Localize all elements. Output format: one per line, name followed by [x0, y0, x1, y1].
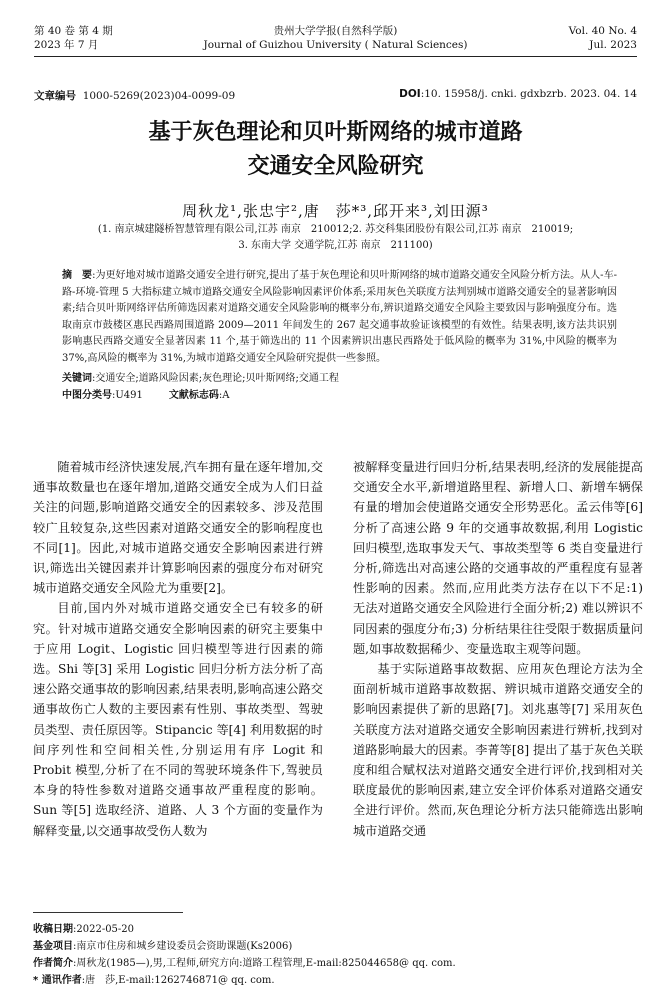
paragraph: 被解释变量进行回归分析,结果表明,经济的发展能提高交通安全水平,新增道路里程、新增人口、新增车辆保有量的增加会使道路交通安全形势恶化。孟云伟等[6] 分析了高速公路 9 年的交通事故数据,利用 Logistic 回归模型,选取事发天气、事故类型等 6 类自变量进行分析,筛选出对高速公路的交通事故的严重程度有显著性影响的因素。然而,应用此类方法存在以下不足:1) 无法对道路交通安全风险进行全面分析;2) 难以辨识不同因素的强度分布;3) 分析结果往往受限于数据质量问题,如事故数据稀少、变量选取主观等问题。 — [353, 460, 643, 656]
paragraph: 目前,国内外对城市道路交通安全已有较多的研究。针对城市道路交通安全影响因素的研究主要集中于应用 Logit、Logistic 回归模型等进行因素的筛选。Shi 等[3] 采用 Logistic 回归分析方法分析了高速公路交通事故的影响因素,结果表明,影响高速公路交通事故伤亡人数的主要因素有性别、事故类型、驾驶员类型、责任原因等。Stipancic 等[4] 利用数据的时间序列性和空间相关性,分别运用有序 Logit 和 Probit 模型,分析了在不同的驾驶环境条件下,驾驶员本身的特性参数对道路交通事故严重程度的影响。Sun 等[5] 选取经济、道路、人 3 个方面的变量作为解释变量,以交通事故受伤人数为 — [33, 601, 323, 838]
title-line-2: 交通安全风险研究 — [247, 154, 424, 179]
fund-info — [33, 938, 633, 955]
footnote-rule — [33, 912, 183, 913]
received-label: 收稿日期 — [33, 924, 73, 935]
author-info — [33, 955, 633, 972]
body-column-left — [33, 457, 323, 841]
abstract-text: :为更好地对城市道路交通安全进行研究,提出了基于灰色理论和贝叶斯网络的城市道路交通安全风险分析方法。从人-车-路-环境-管理 5 大指标建立城市道路交通安全风险影响因素评价体系;采用灰色关联度方法判别城市道路交通安全的显著影响因素;结合贝叶斯网络评估所筛选因素对道路交通安全风险影响的概率分布,辨识道路交通安全风险主要致因与影响强度分布。选取南京市鼓楼区惠民西路周围道路 2009—2011 年间发生的 267 起交通事故验证该模型的有效性。结果表明,该方法共识别影响惠民西路交通安全显著因素 11 个,基于筛选出的 11 个因素辨识出惠民西路处于低风险的概率为 31%,中风险的概率为 37%,高风险的概率为 31%,为城市道路交通安全风险研究提供一些参照。 — [62, 270, 617, 364]
author-list: 周秋龙¹,张忠宇²,唐 莎*³,邱开来³,刘田源³ — [182, 202, 489, 220]
article-number — [34, 88, 235, 103]
paragraph: 随着城市经济快速发展,汽车拥有量在逐年增加,交通事故数量也在逐年增加,道路交通安全成为人们日益关注的问题,影响道路交通安全的因素较多、涉及范围较广且较复杂,这些因素对道路交通安全的影响程度也不同[1]。因此,对城市道路交通安全影响因素进行辨识,筛选出关键因素并计算影响因素的强度分布对研究城市道路交通安全风险尤为重要[2]。 — [33, 460, 323, 596]
received-value: :2022-05-20 — [73, 924, 135, 935]
affiliations — [50, 222, 621, 254]
paragraph: 基于实际道路事故数据、应用灰色理论方法为全面剖析城市道路事故数据、辨识城市道路交通安全的影响因素提供了新的思路[7]。刘兆惠等[7] 采用灰色关联度方法对道路交通安全影响因素进行辨析,找到对道路影响最大的因素。李菁等[8] 提出了基于灰色关联度和组合赋权法对道路交通安全进行评价,找到相对关联度最优的影响因素,建立安全评价体系对道路交通安全进行评价。然而,灰色理论分析方法只能筛选出影响城市道路交通 — [353, 662, 643, 838]
volume-line: 第 40 卷 第 4 期 — [34, 25, 113, 37]
footnotes — [33, 921, 633, 989]
clc-value: :U491 — [112, 390, 143, 401]
volume-en-line: Vol. 40 No. 4 — [568, 25, 637, 37]
classification — [62, 388, 229, 404]
fund-value: :南京市住房和城乡建设委员会资助课题(Ks2006) — [73, 941, 293, 952]
journal-volume-en — [569, 24, 637, 52]
affiliation-line-2: 3. 东南大学 交通学院,江苏 南京 211100) — [238, 240, 433, 251]
title-line-1: 基于灰色理论和贝叶斯网络的城市道路 — [148, 120, 523, 145]
journal-name-en: Journal of Guizhou University ( Natural Sciences) — [203, 39, 468, 51]
abstract-label: 摘 要 — [62, 270, 93, 281]
article-number-value: 1000-5269(2023)04-0099-09 — [82, 90, 236, 102]
keywords — [62, 371, 617, 387]
date-line: 2023 年 7 月 — [34, 39, 99, 51]
date-en-line: Jul. 2023 — [589, 39, 637, 51]
corresponding-author — [33, 972, 633, 989]
doc-code-value: :A — [218, 390, 230, 401]
fund-label: 基金项目 — [33, 941, 73, 952]
doc-code-label: 文献标志码 — [168, 390, 219, 401]
doi-label: DOI — [399, 88, 421, 100]
received-date — [33, 921, 633, 938]
keywords-label: 关键词 — [62, 373, 92, 384]
clc-label: 中图分类号 — [62, 390, 112, 401]
doi — [399, 88, 637, 100]
corr-value: :唐 莎,E-mail:1262746871@ qq. com. — [81, 975, 275, 986]
article-number-label: 文章编号 — [34, 90, 76, 102]
author-info-label: 作者简介 — [33, 958, 73, 969]
corr-label: * 通讯作者 — [33, 975, 82, 986]
paper-title — [0, 116, 671, 184]
header-rule — [34, 56, 637, 57]
author-info-value: :周秋龙(1985—),男,工程师,研究方向:道路工程管理,E-mail:825044658@ qq. com. — [73, 958, 456, 969]
keywords-text: :交通安全;道路风险因素;灰色理论;贝叶斯网络;交通工程 — [92, 373, 339, 384]
journal-name-cn: 贵州大学学报(自然科学版) — [273, 25, 398, 37]
body-column-right — [353, 457, 643, 841]
doi-value: :10. 15958/j. cnki. gdxbzrb. 2023. 04. 14 — [420, 88, 637, 100]
abstract — [62, 268, 617, 367]
affiliation-line-1: (1. 南京城建隧桥智慧管理有限公司,江苏 南京 210012;2. 苏交科集团股份有限公司,江苏 南京 210019; — [97, 224, 574, 235]
